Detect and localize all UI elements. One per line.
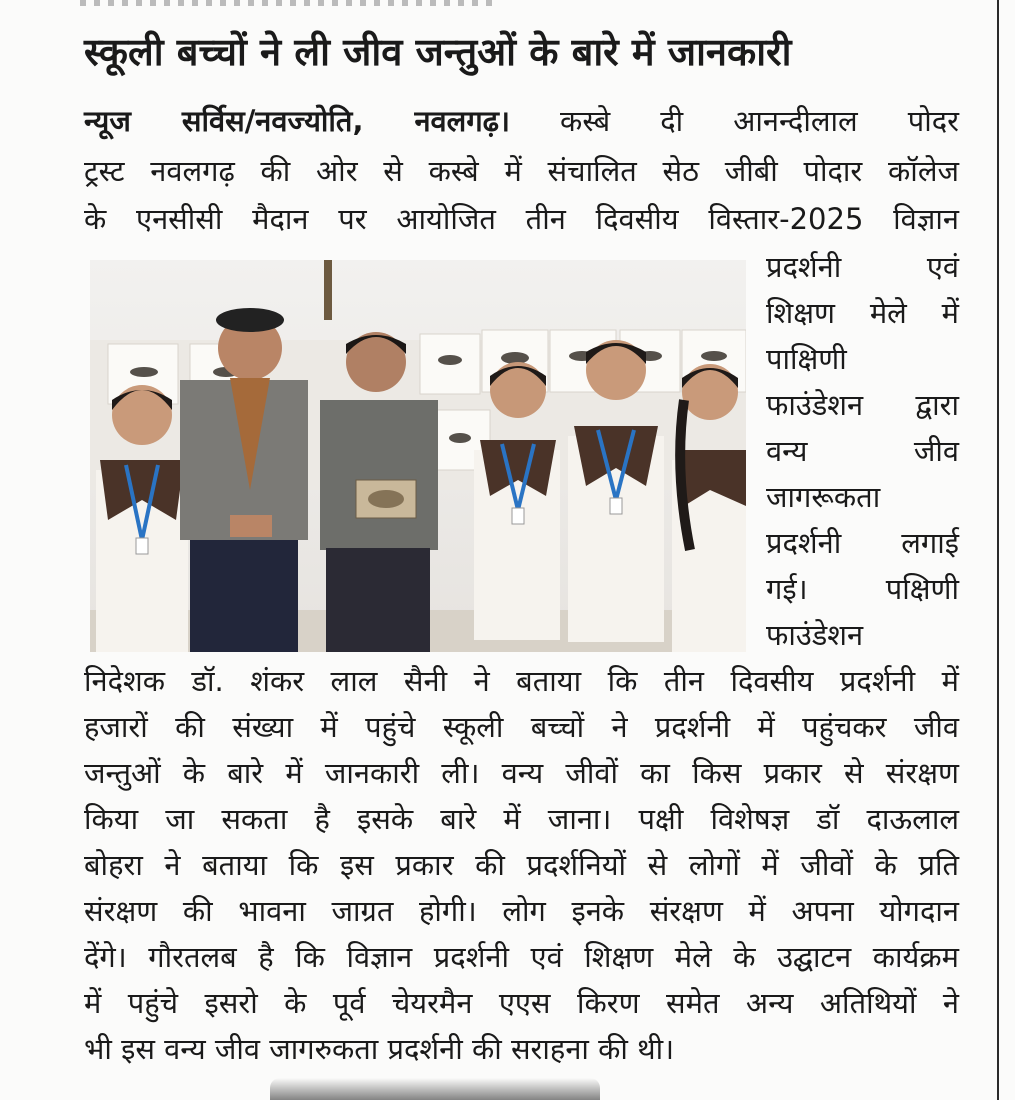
article-line-9: संरक्षण की भावना जाग्रत होगी। लोग इनके संरक्षण में अपना योगदान xyxy=(84,894,959,928)
side-line-8: गई। पक्षिणी xyxy=(766,572,959,606)
article-line-6: जन्तुओं के बारे में जानकारी ली। वन्य जीवों का किस प्रकार से संरक्षण xyxy=(84,756,959,790)
side-line-1: प्रदर्शनी एवं xyxy=(766,250,959,284)
article-line-3: के एनसीसी मैदान पर आयोजित तीन दिवसीय विस्तार-2025 विज्ञान xyxy=(84,202,959,236)
article-line-10: देंगे। गौरतलब है कि विज्ञान प्रदर्शनी एवं शिक्षण मेले के उद्घाटन कार्यक्रम xyxy=(84,940,959,974)
article-line-1 xyxy=(84,100,959,142)
article-line-2: ट्रस्ट नवलगढ़ की ओर से कस्बे में संचालित सेठ जीबी पोदार कॉलेज xyxy=(84,154,959,188)
top-rule xyxy=(80,0,500,6)
event-photo xyxy=(90,260,746,652)
next-article-cutoff xyxy=(270,1078,600,1100)
side-line-4: फाउंडेशन द्वारा xyxy=(766,388,959,422)
side-line-9: फाउंडेशन xyxy=(766,618,864,652)
article-line-12: भी इस वन्य जीव जागरुकता प्रदर्शनी की सराहना की थी। xyxy=(84,1032,675,1066)
side-line-6: जागरूकता xyxy=(766,480,881,514)
side-line-3: पाक्षिणी xyxy=(766,342,847,376)
side-line-7: प्रदर्शनी लगाई xyxy=(766,526,959,560)
column-border xyxy=(997,0,999,1100)
side-line-2: शिक्षण मेले में xyxy=(766,296,959,330)
article-line-11: में पहुंचे इसरो के पूर्व चेयरमैन एएस किरण समेत अन्य अतिथियों ने xyxy=(84,986,959,1020)
event-photo-illustration xyxy=(90,260,746,652)
article-line-8: बोहरा ने बताया कि इस प्रकार की प्रदर्शनियों से लोगों में जीवों के प्रति xyxy=(84,848,959,882)
headline: स्कूली बच्चों ने ली जीव जन्तुओं के बारे में जानकारी xyxy=(84,30,792,74)
article-line-5: हजारों की संख्या में पहुंचे स्कूली बच्चों ने प्रदर्शनी में पहुंचकर जीव xyxy=(84,710,959,744)
article-line-1-text: कस्बे दी आनन्दीलाल पोदर xyxy=(509,104,959,138)
side-line-5: वन्य जीव xyxy=(766,434,959,468)
article-line-4: निदेशक डॉ. शंकर लाल सैनी ने बताया कि तीन दिवसीय प्रदर्शनी में xyxy=(84,664,959,698)
byline: न्यूज सर्विस/नवज्योति, नवलगढ़। xyxy=(84,104,510,138)
article-line-7: किया जा सकता है इसके बारे में जाना। पक्षी विशेषज्ञ डॉ दाऊलाल xyxy=(84,802,959,836)
